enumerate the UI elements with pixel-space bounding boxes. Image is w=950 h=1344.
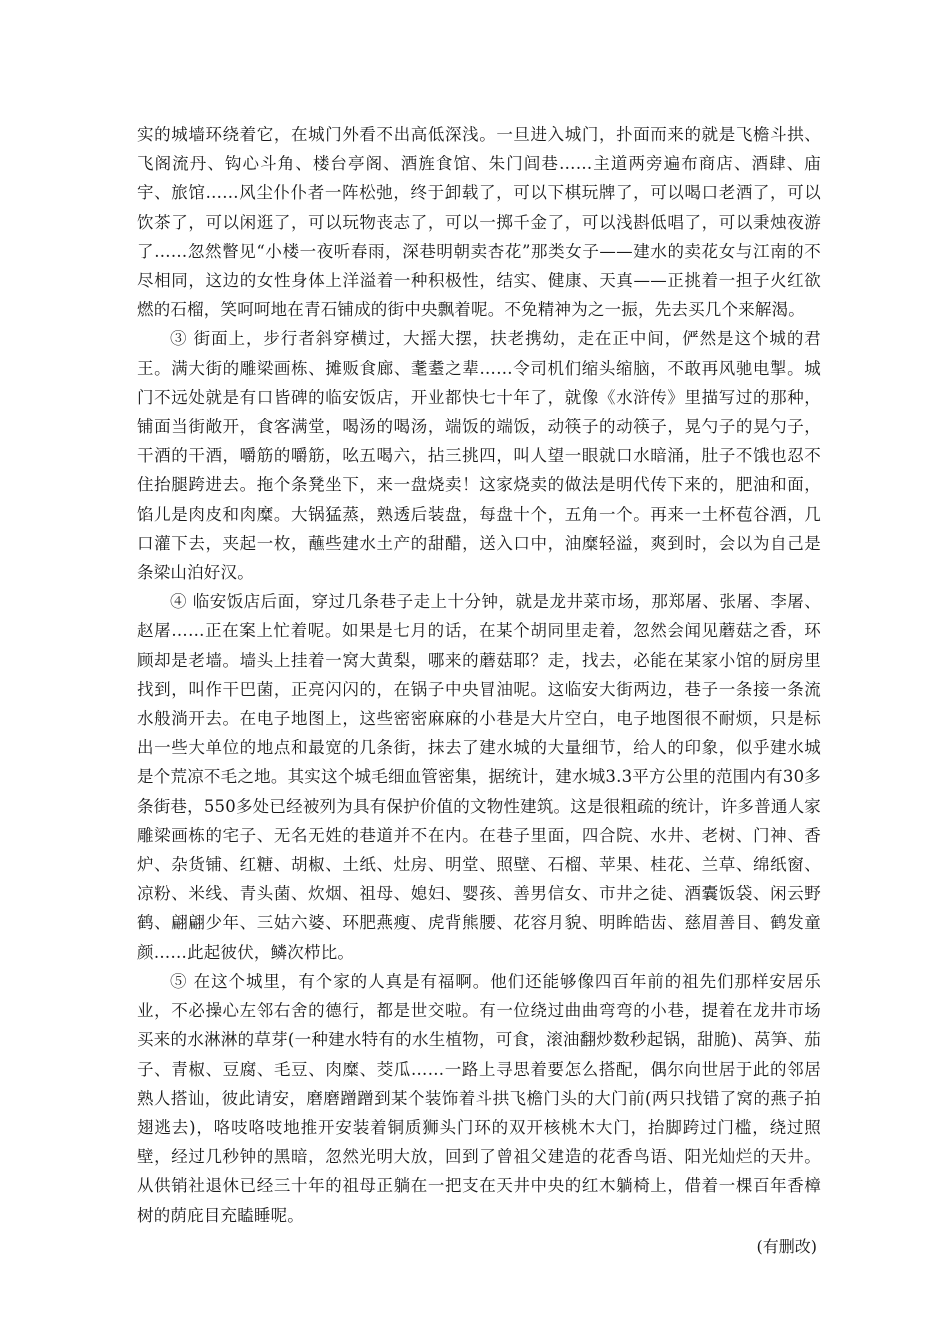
paragraph-4: ④ 临安饭店后面，穿过几条巷子走上十分钟，就是龙井菜市场，那郑屠、张屠、李屠、赵屠……正在案上忙着呢。如果是七月的话，在某个胡同里走着，忽然会闻见蘑菇之香，环顾却是老墙。墙头上挂着一窝大黄梨，哪来的蘑菇耶？走，找去，必能在某家小馆的厨房里找到，叫作干巴菌，正亮闪闪的，在锅子中央冒油呢。这临安大街两边，巷子一条接一条流水般淌开去。在电子地图上，这些密密麻麻的小巷是大片空白，电子地图很不耐烦，只是标出一些大单位的地点和最宽的几条街，抹去了建水城的大量细节，给人的印象，似乎建水城是个荒凉不毛之地。其实这个城毛细血管密集，据统计，建水城3.3平方公里的范围内有30多条街巷，550多处已经被列为具有保护价值的文物性建筑。这是很粗疏的统计，许多普通人家雕梁画栋的宅子、无名无姓的巷道并不在内。在巷子里面，四合院、水井、老树、门神、香炉、杂货铺、红糖、胡椒、土纸、灶房、明堂、照壁、石榴、苹果、桂花、兰草、绵纸窗、凉粉、米线、青头菌、炊烟、祖母、媳妇、婴孩、善男信女、市井之徒、酒囊饭袋、闲云野鹤、翩翩少年、三姑六婆、环肥燕瘦、虎背熊腰、花容月貌、明眸皓齿、慈眉善目、鹤发童颜……此起彼伏，鳞次栉比。 xyxy=(137,592,821,962)
paragraph-continuation: 实的城墙环绕着它，在城门外看不出高低深浅。一旦进入城门，扑面而来的就是飞檐斗拱、飞阁流丹、钩心斗角、楼台亭阁、酒旌食馆、朱门闾巷……主道两旁遍布商店、酒肆、庙宇、旅馆……风尘仆仆者一阵松弛，终于卸载了，可以下棋玩牌了，可以喝口老酒了，可以饮茶了，可以闲逛了，可以玩物丧志了，可以一掷千金了，可以浅斟低唱了，可以秉烛夜游了……忽然瞥见“小楼一夜听春雨，深巷明朝卖杏花”那类女子——建水的卖花女与江南的不尽相同，这边的女性身体上洋溢着一种积极性，结实、健康、天真——正挑着一担子火红欲燃的石榴，笑呵呵地在青石铺成的街中央飘着呢。不免精神为之一振，先去买几个来解渴。 xyxy=(137,125,821,320)
edit-note: (有删改) xyxy=(756,1236,817,1256)
article-body xyxy=(137,120,821,1261)
paragraph-3: ③ 街面上，步行者斜穿横过，大摇大摆，扶老携幼，走在正中间，俨然是这个城的君王。满大街的雕梁画栋、摊贩食廊、耄耋之辈……令司机们缩头缩脑，不敢再风驰电掣。城门不远处就是有口皆碑的临安饭店，开业都快七十年了，就像《水浒传》里描写过的那种，铺面当街敞开，食客满堂，喝汤的喝汤，端饭的端饭，动筷子的动筷子，晃勺子的晃勺子，干酒的干酒，嚼筋的嚼筋，吆五喝六，拈三挑四，叫人望一眼就口水暗涌，肚子不饿也忍不住抬腿跨进去。拖个条凳坐下，来一盘烧卖！这家烧卖的做法是明代传下来的，肥油和面，馅儿是肉皮和肉糜。大锅猛蒸，熟透后装盘，每盘十个，五角一个。再来一土杯苞谷酒，几口灌下去，夹起一枚，蘸些建水土产的甜醋，送入口中，油糜轻溢，爽到时，会以为自己是条梁山泊好汉。 xyxy=(137,329,821,583)
paragraph-5: ⑤ 在这个城里，有个家的人真是有福啊。他们还能够像四百年前的祖先们那样安居乐业，不必操心左邻右舍的德行，都是世交啦。有一位绕过曲曲弯弯的小巷，提着在龙井市场买来的水淋淋的草芽(一种建水特有的水生植物，可食，滚油翻炒数秒起锅，甜脆)、莴笋、茄子、青椒、豆腐、毛豆、肉糜、茭瓜……一路上寻思着要怎么搭配，偶尔向世居于此的邻居熟人搭讪，彼此请安，磨磨蹭蹭到某个装饰着斗拱飞檐门头的大门前(两只找错了窝的燕子拍翅逃去)，咯吱咯吱地推开安装着铜质狮头门环的双开核桃木大门，抬脚跨过门槛，绕过照壁，经过几秒钟的黑暗，忽然光明大放，回到了曾祖父建造的花香鸟语、阳光灿烂的天井。从供销社退休已经三十年的祖母正躺在一把支在天井中央的红木躺椅上，借着一棵百年香樟树的荫庇目充瞌睡呢。 xyxy=(137,971,821,1225)
